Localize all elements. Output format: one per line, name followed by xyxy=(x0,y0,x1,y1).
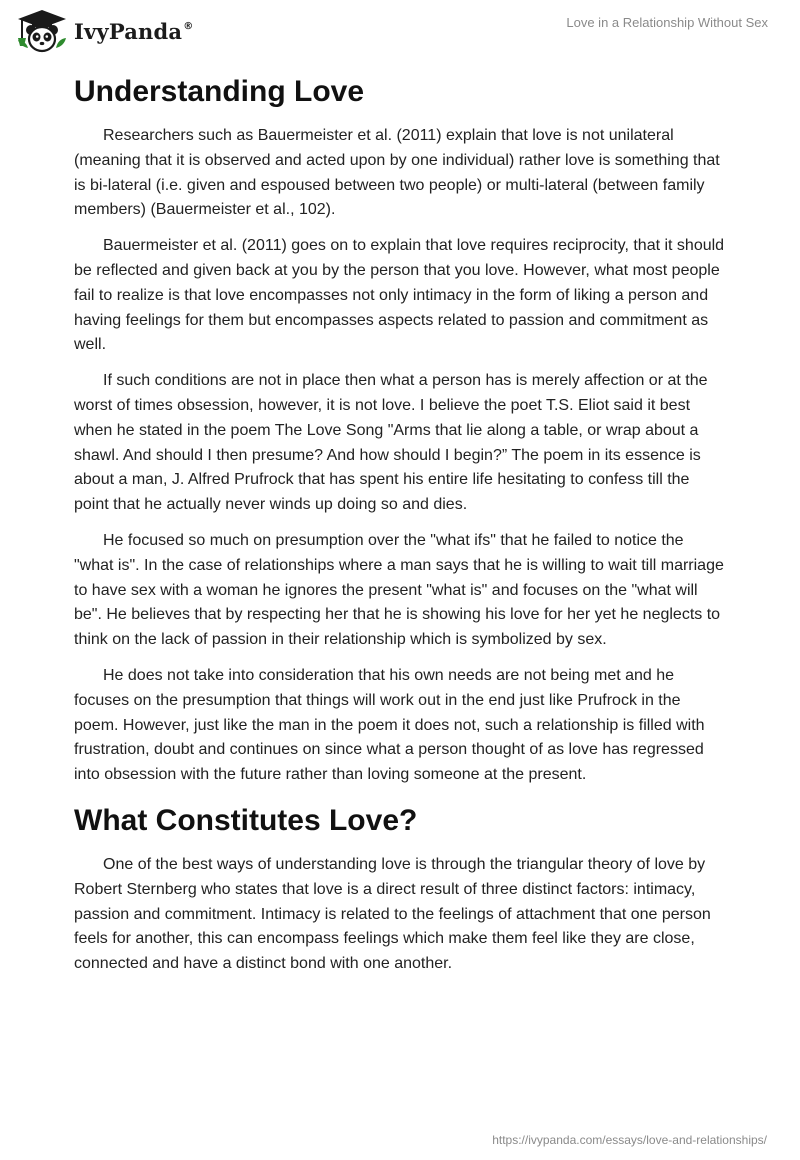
source-url[interactable]: https://ivypanda.com/essays/love-and-relationships/ xyxy=(492,1133,767,1147)
page-header xyxy=(0,0,800,70)
paragraph: Researchers such as Bauermeister et al. (2011) explain that love is not unilateral (meaning that it is observed and acted upon by one individual) rather love is something that is bi-lateral (i.e. given and espoused between two people) or multi-lateral (between family members) (Bauermeister et al., 102). xyxy=(74,127,720,219)
paragraph: Bauermeister et al. (2011) goes on to explain that love requires reciprocity, that it should be reflected and given back at you by the person that you love. However, what most people fail to realize is that love encompasses not only intimacy in the form of liking a person and having feelings for them but encompasses aspects related to passion and commitment as well. xyxy=(74,237,725,354)
document-title: Love in a Relationship Without Sex xyxy=(566,15,768,30)
brand-logo[interactable] xyxy=(14,8,193,54)
paragraph: If such conditions are not in place then what a person has is merely affection or at the worst of times obsession, however, it is not love. I believe the poet T.S. Eliot said it best when he stated in the poem The Love Song "Arms that lie along a table, or wrap about a shawl. And should I then presume? And how should I begin?” The poem in its essence is about a man, J. Alfred Prufrock that has spent his entire life hesitating to confess till the point that he actually never winds up doing so and dies. xyxy=(74,372,708,514)
section-what-constitutes-love xyxy=(74,801,726,977)
article-content xyxy=(74,66,726,988)
section-understanding-love xyxy=(74,72,726,788)
brand-name: IvyPanda® xyxy=(74,18,194,44)
registered-mark: ® xyxy=(183,20,194,32)
panda-graduate-logo-icon xyxy=(14,8,70,54)
paragraph: He focused so much on presumption over the "what ifs" that he failed to notice the "what is". In the case of relationships where a man says that he is willing to wait till marriage to have sex with a woman he ignores the present "what is" and focuses on the "what will be". He believes that by respecting her that he is showing his love for her yet he neglects to think on the lack of passion in their relationship which is symbolized by sex. xyxy=(74,531,724,649)
paragraph: One of the best ways of understanding love is through the triangular theory of love by Robert Sternberg who states that love is a direct result of three distinct factors: intimacy, passion and commitment. Intimacy is related to the feelings of attachment that one person feels for another, this can encompass feelings which make them feel like they are close, connected and have a distinct bond with one another. xyxy=(74,855,711,973)
paragraph: He does not take into consideration that his own needs are not being met and he focuses on the presumption that things will work out in the end just like Prufrock in the poem. However, just like the man in the poem it does not, such a relationship is filled with frustration, doubt and continues on since what a person thought of as love has regressed into obsession with the future rather than loving someone at the present. xyxy=(74,666,705,784)
section-heading: What Constitutes Love? xyxy=(74,803,418,837)
section-heading: Understanding Love xyxy=(74,75,365,108)
